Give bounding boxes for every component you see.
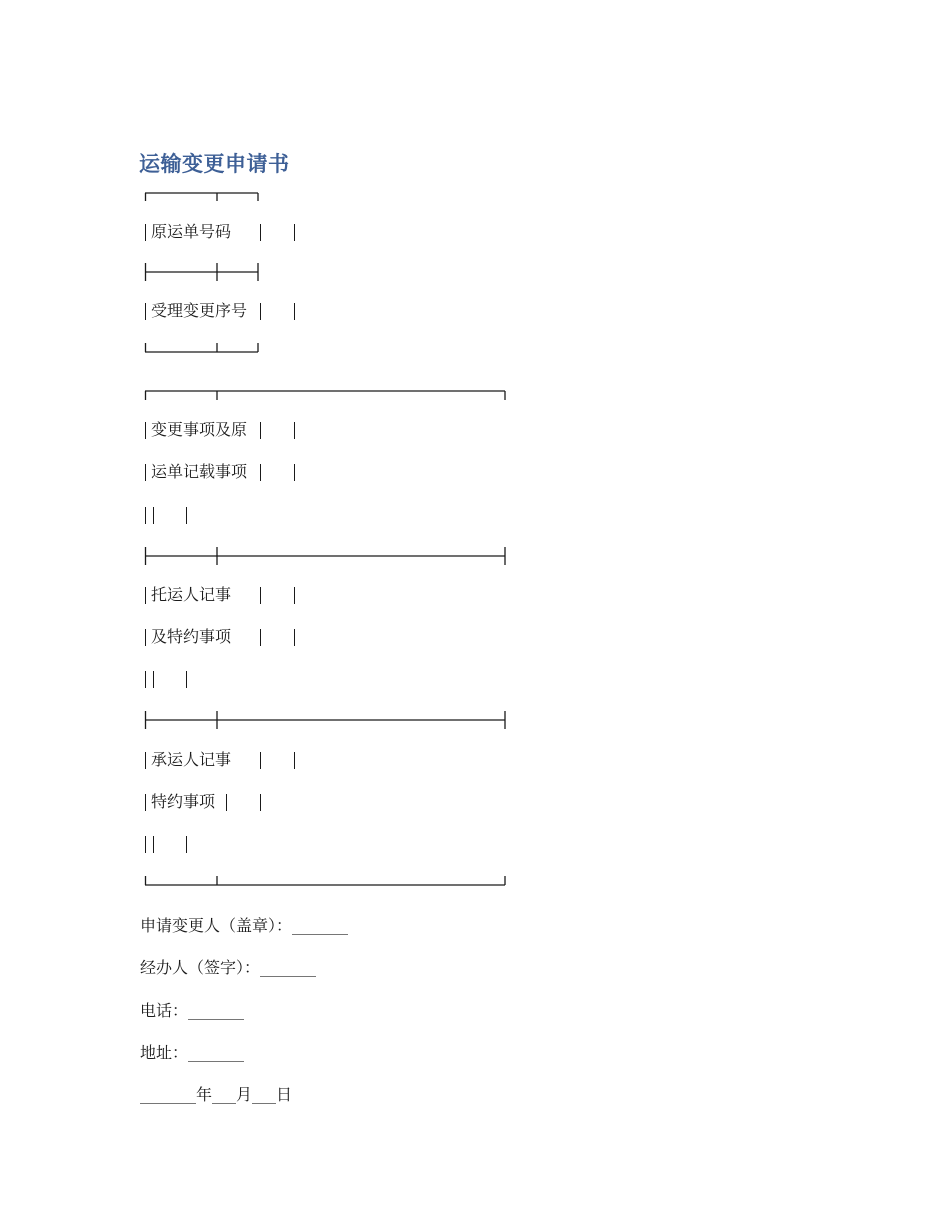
shipper-notes-label-line2: 及特约事项	[151, 627, 232, 646]
cell-border	[145, 629, 146, 646]
cell-border	[294, 303, 295, 320]
cell-border	[145, 794, 146, 811]
cell-border	[145, 507, 146, 524]
applicant-seal-line: 申请变更人（盖章）：_______	[140, 916, 349, 935]
cell-border	[226, 794, 227, 811]
cell-border	[145, 422, 146, 439]
cell-border	[260, 464, 261, 481]
cell-border	[260, 587, 261, 604]
change-items-label-line1: 变更事项及原	[151, 420, 248, 439]
cell-border	[145, 671, 146, 688]
original-waybill-label: 原运单号码	[151, 222, 232, 241]
cell-border	[186, 671, 187, 688]
cell-border	[294, 629, 295, 646]
address-line: 地址：_______	[140, 1043, 245, 1062]
change-items-label-line2: 运单记载事项	[151, 462, 248, 481]
cell-border	[260, 224, 261, 241]
carrier-notes-label-line1: 承运人记事	[151, 750, 232, 769]
cell-border	[260, 629, 261, 646]
cell-border	[153, 671, 154, 688]
cell-border	[294, 224, 295, 241]
cell-border	[294, 464, 295, 481]
cell-border	[260, 794, 261, 811]
date-line: _______年___月___日	[140, 1085, 293, 1104]
change-sequence-label: 受理变更序号	[151, 301, 248, 320]
phone-line: 电话：_______	[140, 1001, 245, 1020]
cell-border	[294, 422, 295, 439]
cell-border	[145, 836, 146, 853]
cell-border	[294, 587, 295, 604]
cell-border	[153, 507, 154, 524]
handler-signature-line: 经办人（签字）：_______	[140, 958, 317, 977]
cell-border	[186, 836, 187, 853]
cell-border	[145, 303, 146, 320]
cell-border	[145, 224, 146, 241]
document-title: 运输变更申请书	[139, 152, 290, 176]
cell-border	[145, 752, 146, 769]
cell-border	[260, 303, 261, 320]
cell-border	[153, 836, 154, 853]
carrier-notes-label-line2: 特约事项	[151, 792, 216, 811]
cell-border	[260, 752, 261, 769]
cell-border	[145, 587, 146, 604]
cell-border	[260, 422, 261, 439]
cell-border	[186, 507, 187, 524]
cell-border	[294, 752, 295, 769]
cell-border	[145, 464, 146, 481]
shipper-notes-label-line1: 托运人记事	[151, 585, 232, 604]
